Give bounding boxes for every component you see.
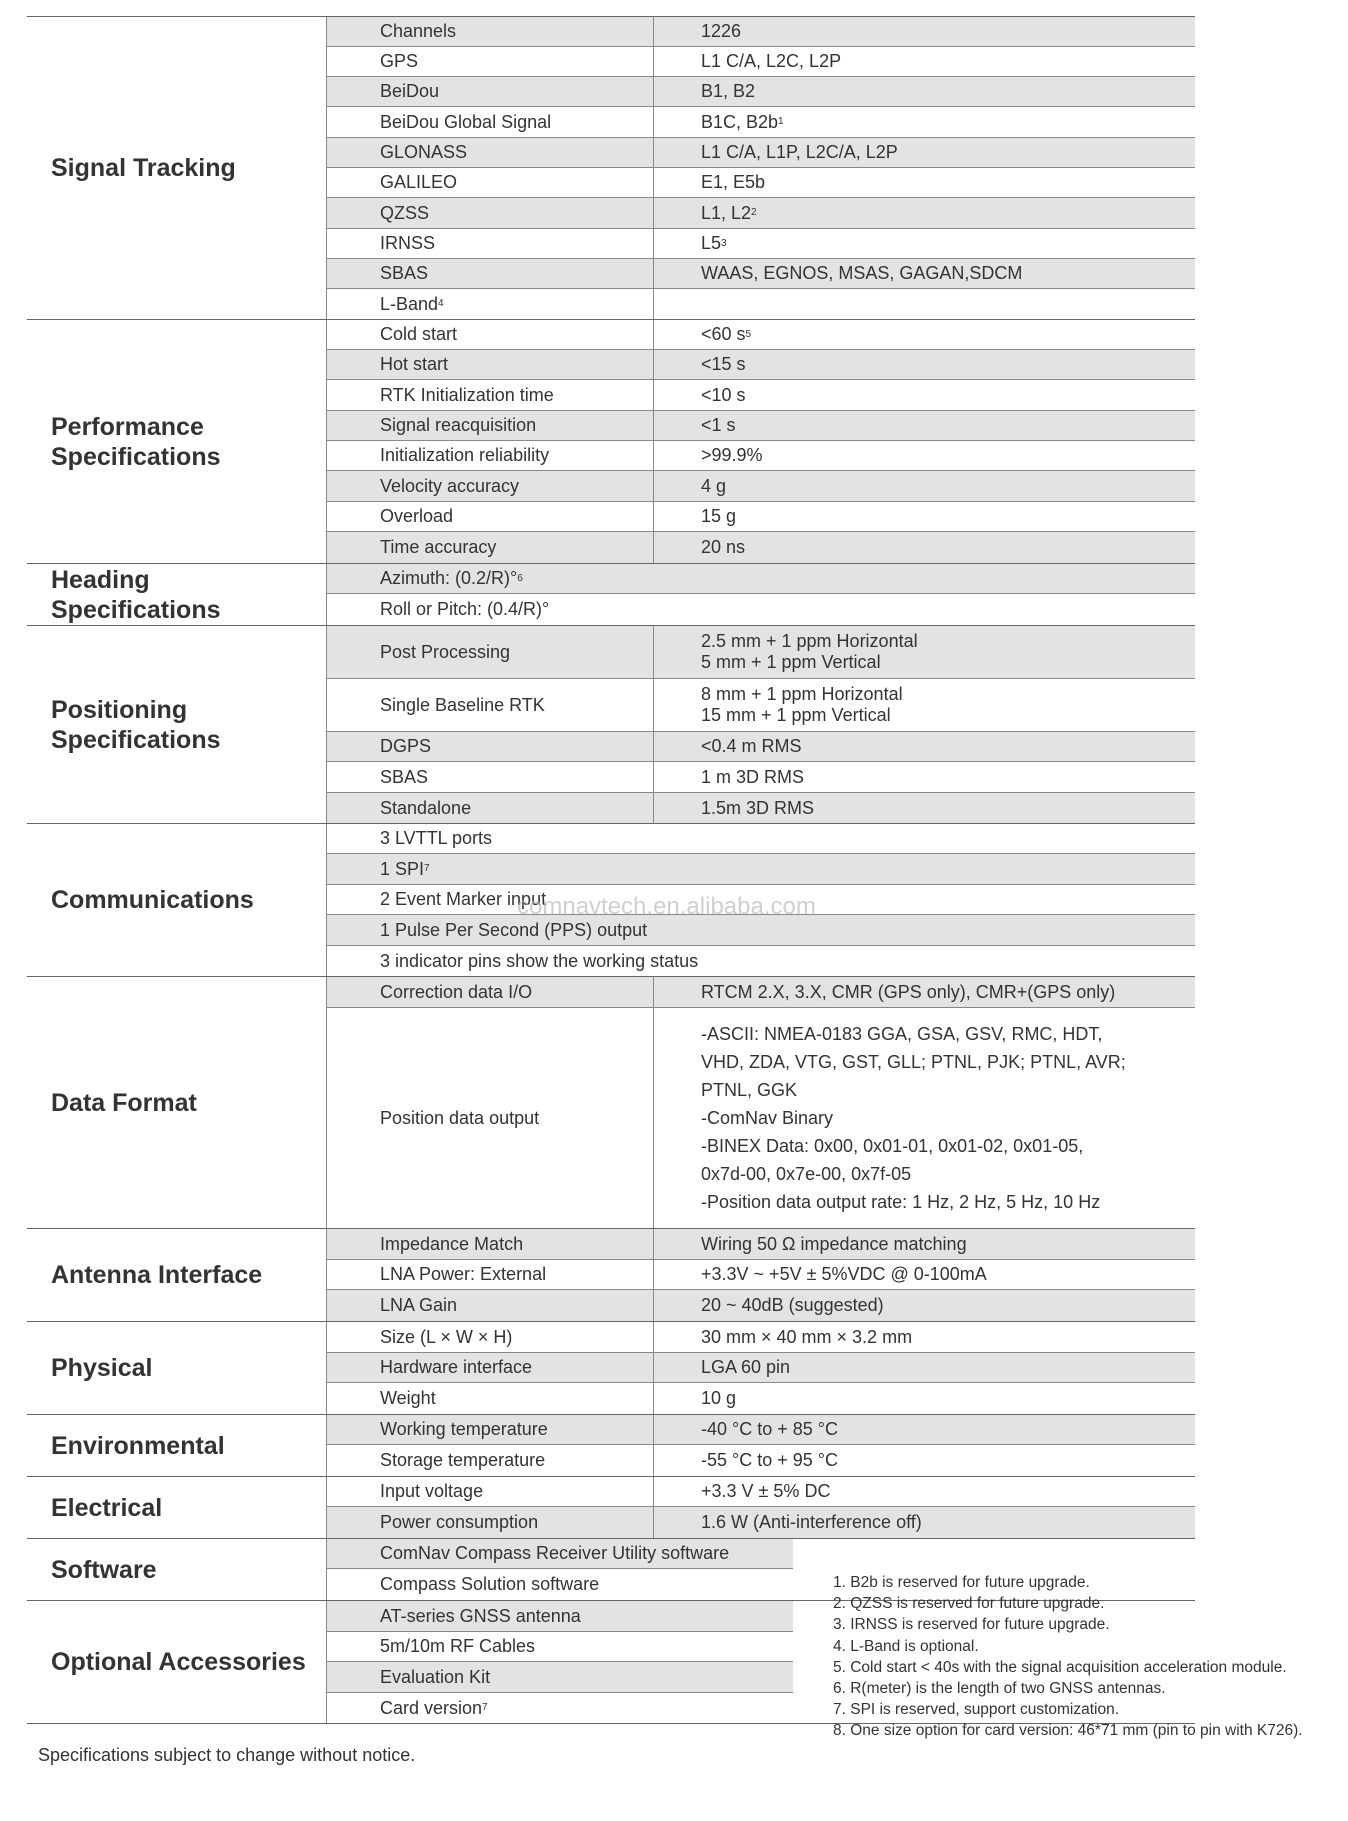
section-title: Signal Tracking: [27, 17, 327, 319]
spec-row: [327, 1601, 793, 1632]
footnotes: [833, 1572, 1303, 1742]
row-item-text: Azimuth: (0.2/R)°: [380, 568, 518, 588]
section-electrical: [27, 1477, 1195, 1539]
spec-row: [327, 762, 1195, 793]
row-value: [654, 1353, 1195, 1382]
spec-row: [327, 679, 1195, 732]
row-label-text: GLONASS: [380, 142, 468, 162]
row-label: [327, 532, 654, 563]
row-label-text: LNA Gain: [380, 1295, 458, 1315]
row-value: [654, 626, 1195, 678]
section-title: Positioning Specifications: [27, 626, 327, 823]
section-rows: [327, 1229, 1195, 1321]
spec-row: [327, 854, 1195, 885]
row-value-text: +3.3 V ± 5% DC: [701, 1481, 831, 1501]
section-rows: [327, 626, 1195, 823]
spec-row: [327, 1353, 1195, 1383]
row-value-text: B1, B2: [701, 81, 756, 101]
row-label-text: QZSS: [380, 202, 430, 223]
spec-row: [327, 1539, 793, 1569]
row-value-text: 2.5 mm + 1 ppm Horizontal 5 mm + 1 ppm Vertical: [701, 631, 918, 672]
section-title: Optional Accessories: [27, 1601, 327, 1723]
row-value: [654, 17, 1195, 46]
row-item: [327, 1601, 793, 1631]
spec-row: [327, 229, 1195, 259]
spec-row: [327, 1445, 1195, 1476]
row-label: [327, 679, 654, 731]
row-label-text: Signal reacquisition: [380, 415, 537, 435]
row-label-text: DGPS: [380, 736, 432, 756]
row-label-text: Weight: [380, 1388, 436, 1408]
row-value: [654, 1477, 1195, 1506]
row-label-text: Correction data I/O: [380, 981, 533, 1002]
section-rows: [327, 1477, 1195, 1538]
row-item-text: Roll or Pitch: (0.4/R)°: [380, 599, 550, 619]
row-label-text: Power consumption: [380, 1512, 539, 1532]
row-label-text: Channels: [380, 21, 457, 41]
section-antenna-interface: [27, 1229, 1195, 1322]
footnote-item: 8. One size option for card version: 46*71 mm (pin to pin with K726).: [833, 1722, 1303, 1740]
section-rows: [327, 17, 1195, 319]
row-value: [654, 1290, 1195, 1321]
section-title: Electrical: [27, 1477, 327, 1538]
section-rows: [327, 1539, 793, 1600]
spec-row: [327, 77, 1195, 107]
row-label-text: Velocity accuracy: [380, 475, 520, 496]
section-data-format: [27, 977, 1195, 1229]
row-value-text: <10 s: [701, 384, 746, 405]
row-label-text: Storage temperature: [380, 1450, 546, 1470]
spec-row: [327, 289, 1195, 319]
row-item: [327, 946, 1195, 976]
row-value-text: 15 g: [701, 506, 737, 526]
spec-row: [327, 350, 1195, 380]
row-item: [327, 594, 1195, 625]
row-label: [327, 411, 654, 440]
row-label: [327, 1353, 654, 1382]
row-label: [327, 198, 654, 228]
row-value: [654, 441, 1195, 470]
section-rows: [327, 1322, 1195, 1414]
section-title: Physical: [27, 1322, 327, 1414]
spec-row: [327, 564, 1195, 594]
row-value-text: L1 C/A, L2C, L2P: [701, 51, 842, 71]
row-value: [654, 138, 1195, 167]
row-value-text: L5: [701, 233, 722, 253]
row-value: [654, 1445, 1195, 1476]
row-label: [327, 441, 654, 470]
row-item-text: 1 Pulse Per Second (PPS) output: [380, 919, 648, 940]
watermark: comnavtech.en.alibaba.com: [517, 893, 816, 920]
row-value-text: <60 s: [701, 324, 746, 344]
section-signal-tracking: [27, 17, 1195, 320]
row-value-text: -55 °C to + 95 °C: [701, 1450, 838, 1470]
row-label: [327, 77, 654, 106]
row-label: [327, 793, 654, 823]
row-label-text: Input voltage: [380, 1481, 484, 1501]
spec-row: [327, 138, 1195, 168]
row-label: [327, 168, 654, 197]
row-label-text: BeiDou Global Signal: [380, 111, 552, 132]
footnote-item: 2. QZSS is reserved for future upgrade.: [833, 1595, 1105, 1613]
row-item-text: 5m/10m RF Cables: [380, 1636, 536, 1656]
row-value-text: 10 g: [701, 1388, 737, 1408]
section-title: Antenna Interface: [27, 1229, 327, 1321]
footnote-item: 5. Cold start < 40s with the signal acquisition acceleration module.: [833, 1658, 1287, 1676]
row-label-text: Working temperature: [380, 1419, 548, 1439]
row-label-text: Cold start: [380, 324, 458, 344]
row-value: [654, 1229, 1195, 1259]
row-value-text: RTCM 2.X, 3.X, CMR (GPS only), CMR+(GPS only): [701, 981, 1116, 1002]
footnote-item: 6. R(meter) is the length of two GNSS antennas.: [833, 1680, 1166, 1698]
row-value: [654, 502, 1195, 531]
row-label: [327, 1383, 654, 1414]
footnote-item: 7. SPI is reserved, support customization.: [833, 1701, 1120, 1719]
row-value-text: 20 ~ 40dB (suggested): [701, 1295, 884, 1315]
row-value: <60 s 5: [701, 324, 752, 344]
row-item-text: Compass Solution software: [380, 1574, 600, 1594]
spec-row: [327, 107, 1195, 138]
row-value-text: WAAS, EGNOS, MSAS, GAGAN,SDCM: [701, 263, 1023, 283]
spec-row: [327, 320, 1195, 350]
row-label-text: BeiDou: [380, 81, 440, 101]
section-environmental: [27, 1415, 1195, 1477]
spec-row: [327, 1260, 1195, 1290]
footnote-item: 1. B2b is reserved for future upgrade.: [833, 1574, 1090, 1591]
row-label: [327, 107, 654, 137]
row-label: [327, 1415, 654, 1444]
row-item: [327, 1569, 793, 1600]
row-value: [654, 1322, 1195, 1352]
row-label: [327, 17, 654, 46]
row-label-text: SBAS: [380, 766, 429, 787]
row-label-text: L-Band: [380, 293, 439, 314]
spec-row: [327, 411, 1195, 441]
row-label-text: LNA Power: External: [380, 1264, 547, 1284]
row-item: [327, 1632, 793, 1661]
row-label: [327, 1290, 654, 1321]
row-item: Azimuth: (0.2/R)° 6: [380, 568, 523, 588]
row-value: L5 3: [701, 233, 727, 253]
section-title: Environmental: [27, 1415, 327, 1476]
row-label-text: Overload: [380, 506, 454, 526]
footnote-item: 3. IRNSS is reserved for future upgrade.: [833, 1616, 1110, 1634]
row-label: [327, 1229, 654, 1259]
row-item-text: ComNav Compass Receiver Utility software: [380, 1543, 730, 1563]
section-title: Performance Specifications: [27, 320, 327, 563]
row-label: [327, 1322, 654, 1352]
row-item-text: Evaluation Kit: [380, 1666, 491, 1687]
spec-row: [327, 1229, 1195, 1260]
row-label-text: Initialization reliability: [380, 445, 550, 465]
row-value-text: LGA 60 pin: [701, 1357, 791, 1377]
row-label: [327, 732, 654, 761]
row-value-text: E1, E5b: [701, 172, 766, 192]
spec-row: [327, 977, 1195, 1008]
row-item-text: Card version: [380, 1697, 483, 1718]
spec-row: [327, 946, 1195, 976]
row-value-text: <0.4 m RMS: [701, 736, 802, 756]
row-label: L-Band 4: [327, 289, 654, 319]
spec-row: [327, 1383, 1195, 1414]
row-label-text: Size (L × W × H): [380, 1326, 513, 1347]
row-value: [654, 168, 1195, 197]
row-label-text: GPS: [380, 51, 419, 71]
section-title: Software: [27, 1539, 327, 1600]
section-title: Data Format: [27, 977, 327, 1228]
row-value-text: +3.3V ~ +5V ± 5%VDC @ 0-100mA: [701, 1264, 987, 1284]
row-value: [654, 1260, 1195, 1289]
row-value: [654, 762, 1195, 792]
footnote-item: 4. L-Band is optional.: [833, 1637, 979, 1655]
row-value: [654, 380, 1195, 410]
section-rows: [327, 1601, 793, 1723]
row-item: [327, 824, 1195, 853]
spec-row: [327, 1415, 1195, 1445]
row-value: [654, 1008, 1195, 1228]
row-value-text: <1 s: [701, 415, 736, 435]
row-label: [327, 977, 654, 1007]
row-label-text: Hot start: [380, 354, 449, 374]
row-item: [327, 1539, 793, 1568]
row-label: [327, 471, 654, 501]
row-label: [327, 626, 654, 678]
row-value: [654, 471, 1195, 501]
row-value-text: 1.5m 3D RMS: [701, 797, 815, 818]
spec-row: [327, 259, 1195, 289]
row-label: [327, 47, 654, 76]
section-rows: [327, 1415, 1195, 1476]
row-label: [327, 229, 654, 258]
spec-row: [327, 824, 1195, 854]
row-item-text: 3 LVTTL ports: [380, 828, 493, 848]
row-value-text: Wiring 50 Ω impedance matching: [701, 1233, 967, 1254]
spec-row: [327, 793, 1195, 823]
disclaimer: Specifications subject to change without notice.: [38, 1745, 416, 1765]
row-value-text: 1.6 W (Anti-interference off): [701, 1512, 922, 1532]
row-label: [327, 1507, 654, 1538]
row-value: [654, 259, 1195, 288]
row-value: [654, 411, 1195, 440]
spec-row: [327, 626, 1195, 679]
row-value: L1, L2 2: [701, 202, 757, 223]
row-label: [327, 1477, 654, 1506]
row-label-text: IRNSS: [380, 233, 436, 253]
row-value-text: 4 g: [701, 475, 727, 496]
section-heading-specifications: [27, 564, 1195, 626]
row-value: [654, 1383, 1195, 1414]
section-title: Communications: [27, 824, 327, 976]
spec-row: [327, 1008, 1195, 1228]
row-value: [654, 47, 1195, 76]
row-label-text: RTK Initialization time: [380, 384, 554, 405]
row-value-text: 1 m 3D RMS: [701, 766, 805, 787]
row-value-text: >99.9%: [701, 445, 763, 465]
row-value-text: L1, L2: [701, 202, 752, 223]
row-value: [654, 793, 1195, 823]
row-value: B1C, B2b 1: [701, 111, 784, 132]
row-value-text: B1C, B2b: [701, 111, 779, 132]
row-label-text: Standalone: [380, 797, 472, 818]
spec-row: [327, 1322, 1195, 1353]
row-label: [327, 502, 654, 531]
row-item-text: 2 Event Marker input: [380, 889, 547, 909]
row-item: Card version 7: [380, 1697, 488, 1718]
spec-row: [327, 198, 1195, 229]
spec-row: [327, 1569, 793, 1600]
row-item: 1 SPI 7: [380, 858, 430, 879]
spec-row: [327, 594, 1195, 625]
row-value-text: 20 ns: [701, 537, 746, 557]
row-value: [654, 1507, 1195, 1538]
spec-row: [327, 1632, 793, 1662]
spec-row: [327, 1507, 1195, 1538]
spec-row: [327, 1290, 1195, 1321]
row-value-text: L1 C/A, L1P, L2C/A, L2P: [701, 142, 898, 162]
spec-row: [327, 471, 1195, 502]
row-value: [654, 732, 1195, 761]
row-item-text: AT-series GNSS antenna: [380, 1605, 581, 1626]
row-value: [654, 532, 1195, 563]
spec-row: [327, 1693, 793, 1723]
spec-row: [327, 502, 1195, 532]
row-label: [327, 259, 654, 288]
row-item: [327, 1662, 793, 1692]
spec-row: [327, 168, 1195, 198]
section-title: Heading Specifications: [27, 564, 327, 625]
row-label-text: Hardware interface: [380, 1357, 533, 1377]
spec-row: [327, 380, 1195, 411]
row-value: [654, 77, 1195, 106]
row-value-text: 1226: [701, 21, 742, 41]
spec-row: [327, 532, 1195, 563]
section-performance-specifications: [27, 320, 1195, 564]
row-value: [654, 679, 1195, 731]
section-positioning-specifications: [27, 626, 1195, 824]
spec-row: [327, 1477, 1195, 1507]
row-value-text: -ASCII: NMEA-0183 GGA, GSA, GSV, RMC, HDT, VHD, ZDA, VTG, GST, GLL; PTNL, PJK; PTNL, AVR; PTNL, GGK -ComNav Binary -BINEX Data: 0x00, 0x01-01, 0x01-02, 0x01-05, 0x7d-00, 0x7e-00, 0x7f-05 -Position data output rate: 1 Hz, 2 Hz, 5 Hz, 10 Hz: [701, 1024, 1126, 1212]
row-label: [327, 1445, 654, 1476]
row-label-text: Time accuracy: [380, 537, 497, 557]
section-rows: [327, 320, 1195, 563]
row-label-text: SBAS: [380, 263, 429, 283]
row-label-text: Post Processing: [380, 641, 511, 662]
section-rows: [327, 977, 1195, 1228]
row-label: [327, 350, 654, 379]
row-label: [327, 320, 654, 349]
row-value: [654, 350, 1195, 379]
section-rows: [327, 564, 1195, 625]
spec-table: [27, 16, 1195, 1724]
row-label-text: Impedance Match: [380, 1233, 524, 1254]
row-value-text: <15 s: [701, 354, 746, 374]
row-value-text: 30 mm × 40 mm × 3.2 mm: [701, 1326, 913, 1347]
section-physical: [27, 1322, 1195, 1415]
row-label-text: GALILEO: [380, 172, 458, 192]
row-label: [327, 380, 654, 410]
row-label: [327, 138, 654, 167]
row-label-text: Position data output: [380, 1107, 540, 1128]
row-item-text: 3 indicator pins show the working status: [380, 950, 699, 971]
row-label: [327, 762, 654, 792]
spec-row: [327, 17, 1195, 47]
spec-row: [327, 1662, 793, 1693]
row-value: [654, 1415, 1195, 1444]
row-value: [654, 289, 1195, 319]
row-value-text: 8 mm + 1 ppm Horizontal 15 mm + 1 ppm Vertical: [701, 684, 903, 725]
row-value-text: -40 °C to + 85 °C: [701, 1419, 838, 1439]
spec-row: [327, 441, 1195, 471]
row-item-text: 1 SPI: [380, 858, 425, 879]
row-label: [327, 1008, 654, 1228]
spec-row: [327, 47, 1195, 77]
row-label-text: Single Baseline RTK: [380, 694, 545, 715]
row-label: [327, 1260, 654, 1289]
spec-row: [327, 732, 1195, 762]
row-value: [654, 977, 1195, 1007]
